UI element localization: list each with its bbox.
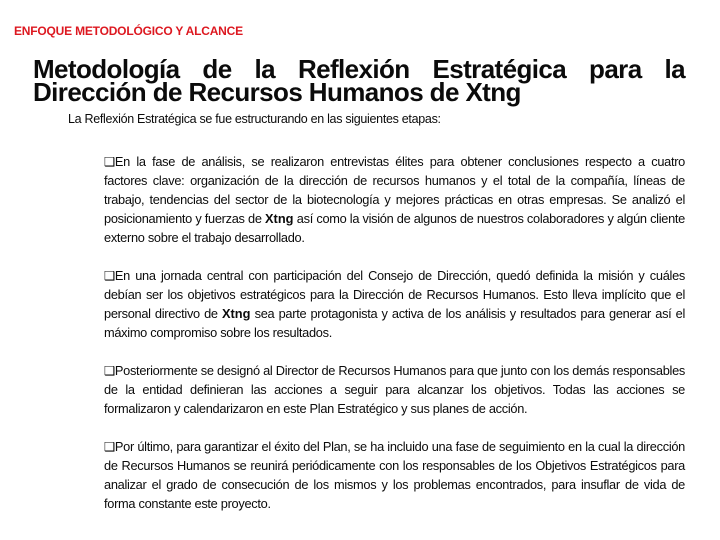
- bullet-text-pre: Posteriormente se designó al Director de Recursos Humanos para que junto con los demás responsables de la entidad definieran las acciones a seguir para alcanzar los objetivos. Todas las acciones se formalizaron y calendarizaron en este Plan Estratégico y sus planes de acción.: [104, 363, 685, 416]
- intro-text: La Reflexión Estratégica se fue estructurando en las siguientes etapas:: [68, 112, 441, 126]
- bullet-text-post: así como la visión de algunos de nuestros colaboradores y algún cliente externo sobre el trabajo desarrollado.: [104, 211, 685, 245]
- checkbox-bullet-icon: ❑: [104, 363, 115, 378]
- bullet-text-post: sea parte protagonista y activa de los análisis y resultados para generar así el máximo compromiso sobre los resultados.: [104, 306, 686, 340]
- bullet-paragraph: [104, 152, 685, 247]
- checkbox-bullet-icon: ❑: [104, 268, 115, 283]
- checkbox-bullet-icon: ❑: [104, 154, 115, 169]
- bullet-text-pre: Por último, para garantizar el éxito del Plan, se ha incluido una fase de seguimiento en la cual la dirección de Recursos Humanos se reunirá periódicamente con los responsables de los Objetivos Estratégicos para analizar el grado de consecución de los mismos y los problemas encontrados, para insuflar de vida de forma constante este proyecto.: [104, 439, 685, 511]
- slide-title-line2: Dirección de Recursos Humanos de Xtng: [33, 77, 521, 107]
- bullet-text-bold: Xtng: [265, 211, 294, 226]
- eyebrow-heading: ENFOQUE METODOLÓGICO Y ALCANCE: [14, 24, 243, 38]
- slide-title-line1: Metodología de la Reflexión Estratégica para la: [33, 54, 685, 84]
- slide-title: [33, 54, 685, 107]
- bullet-list: [104, 152, 685, 513]
- bullet-text-pre: En una jornada central con participación del Consejo de Dirección, quedó definida la misión y cuáles debían ser los objetivos estratégicos para la Dirección de Recursos Humanos. Esto lleva implícito que el personal directivo de: [104, 268, 685, 321]
- checkbox-bullet-icon: ❑: [104, 439, 115, 454]
- bullet-text-pre: En la fase de análisis, se realizaron entrevistas élites para obtener conclusiones respecto a cuatro factores clave: organización de la dirección de recursos humanos y el total de la compañía, líneas de trabajo, tendencias del sector de la biotecnología y mejores prácticas en otras empresas. Se analizó el posicionamiento y fuerzas de: [104, 154, 685, 226]
- bullet-paragraph: [104, 437, 685, 513]
- bullet-paragraph: [104, 266, 685, 342]
- bullet-text-bold: Xtng: [221, 306, 251, 321]
- bullet-paragraph: [104, 361, 685, 418]
